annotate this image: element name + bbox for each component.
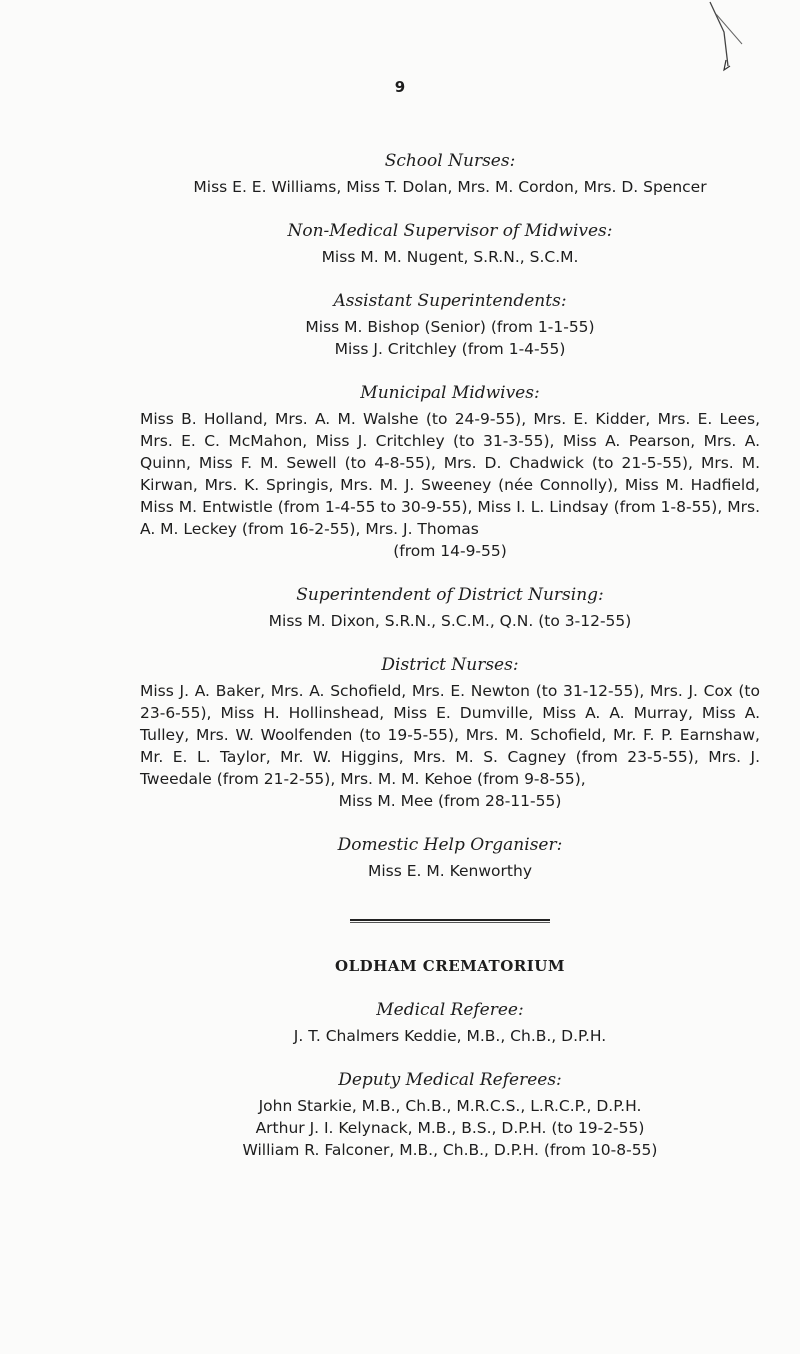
- section-heading: Deputy Medical Referees:: [338, 1070, 562, 1090]
- section-heading: Medical Referee:: [376, 1000, 524, 1020]
- name-line: (from 14-9-55): [393, 542, 507, 560]
- section-heading: Domestic Help Organiser:: [337, 835, 563, 855]
- document-body: [140, 150, 760, 1183]
- page-number: 9: [394, 78, 406, 96]
- name-line: Miss M. M. Nugent, S.R.N., S.C.M.: [321, 248, 579, 266]
- section-heading: Assistant Superintendents:: [333, 291, 567, 311]
- name-line: Miss E. E. Williams, Miss T. Dolan, Mrs. M. Cordon, Mrs. D. Spencer: [193, 178, 707, 196]
- section-heading: District Nurses:: [381, 655, 519, 675]
- name-line: Miss M. Dixon, S.R.N., S.C.M., Q.N. (to 3-12-55): [268, 612, 632, 630]
- double-rule: [350, 919, 550, 923]
- divider: [140, 908, 760, 927]
- section-assistant-superintendents: [140, 290, 760, 360]
- section-domestic-help: [140, 834, 760, 882]
- name-line: Miss M. Bishop (Senior) (from 1-1-55): [305, 318, 595, 336]
- section-school-nurses: [140, 150, 760, 198]
- section-non-medical-supervisor: [140, 220, 760, 268]
- section-heading: School Nurses:: [384, 151, 516, 171]
- name-paragraph: Miss B. Holland, Mrs. A. M. Walshe (to 24-9-55), Mrs. E. Kidder, Mrs. E. Lees, Mrs. E. C. McMahon, Miss J. Critchley (to 31-3-55), Miss A. Pearson, Mrs. A. Quinn, Miss F. M. Sewell (to 4-8-55), Mrs. D. Chadwick (to 21-5-55), Mrs. M. Kirwan, Mrs. K. Springis, Mrs. M. J. Sweeney (née Connolly), Miss M. Hadfield, Miss M. Entwistle (from 1-4-55 to 30-9-55), Miss I. L. Lindsay (from 1-8-55), Mrs. A. M. Leckey (from 16-2-55), Mrs. J. Thomas: [140, 410, 760, 538]
- name-line: Miss J. Critchley (from 1-4-55): [334, 340, 566, 358]
- name-line: William R. Falconer, M.B., Ch.B., D.P.H. (from 10-8-55): [242, 1141, 658, 1159]
- section-municipal-midwives: [140, 382, 760, 562]
- section-medical-referee: [140, 999, 760, 1047]
- name-line: Miss E. M. Kenworthy: [368, 862, 532, 880]
- section-superintendent-district-nursing: [140, 584, 760, 632]
- name-line: Arthur J. I. Kelynack, M.B., B.S., D.P.H. (to 19-2-55): [255, 1119, 645, 1137]
- section-heading: Non-Medical Supervisor of Midwives:: [287, 221, 613, 241]
- name-paragraph: Miss J. A. Baker, Mrs. A. Schofield, Mrs. E. Newton (to 31-12-55), Mrs. J. Cox (to 23-6-55), Miss H. Hollinshead, Miss E. Dumville, Miss A. A. Murray, Miss A. Tulley, Mrs. W. Woolfenden (to 19-5-55), Mrs. M. Schofield, Mr. F. P. Earnshaw, Mr. E. L. Taylor, Mr. W. Higgins, Mrs. M. S. Cagney (from 23-5-55), Mrs. J. Tweedale (from 21-2-55), Mrs. M. M. Kehoe (from 9-8-55),: [140, 682, 760, 788]
- section-district-nurses: [140, 654, 760, 812]
- section-heading: Superintendent of District Nursing:: [296, 585, 604, 605]
- name-line: John Starkie, M.B., Ch.B., M.R.C.S., L.R.C.P., D.P.H.: [258, 1097, 642, 1115]
- section-heading: Municipal Midwives:: [360, 383, 540, 403]
- section-deputy-medical-referees: [140, 1069, 760, 1161]
- crematorium-title: OLDHAM CREMATORIUM: [335, 957, 565, 975]
- name-line: Miss M. Mee (from 28-11-55): [338, 792, 562, 810]
- name-line: J. T. Chalmers Keddie, M.B., Ch.B., D.P.H.: [293, 1027, 607, 1045]
